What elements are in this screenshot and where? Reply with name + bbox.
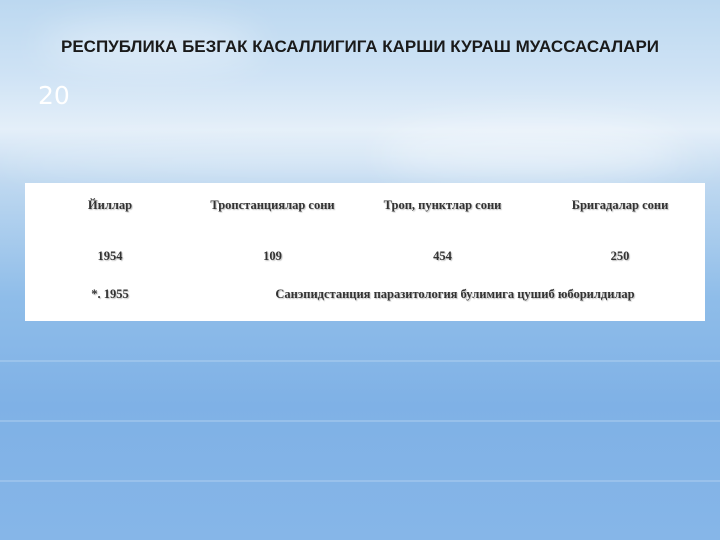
table-header-trop-stations: Тропстанциялар сони [210,198,335,212]
table-header-trop-points: Троп, пунктлар сони [383,198,502,212]
table-cell-brigades-1954: 250 [610,249,630,263]
background-ripple [0,480,720,482]
data-table [25,183,705,321]
table-cell-year-1955: *. 1955 [91,287,129,301]
table-cell-note-1955: Санэпидстанция паразитология булимига цушиб юборилдилар [275,287,635,301]
slide-title: РЕСПУБЛИКА БЕЗГАК КАСАЛЛИГИГА КАРШИ КУРАШ МУАССАСАЛАРИ [61,37,659,56]
table-cell-trop-points-1954: 454 [433,249,452,263]
table-header-brigades: Бригадалар сони [571,198,669,212]
slide-number: 20 [38,81,70,110]
table-header-years: Йиллар [87,198,133,212]
background-cloud [380,120,680,180]
background-ripple [0,420,720,422]
table-cell-trop-stations-1954: 109 [263,249,282,263]
table-cell-year-1954: 1954 [97,249,123,263]
background-ripple [0,360,720,362]
